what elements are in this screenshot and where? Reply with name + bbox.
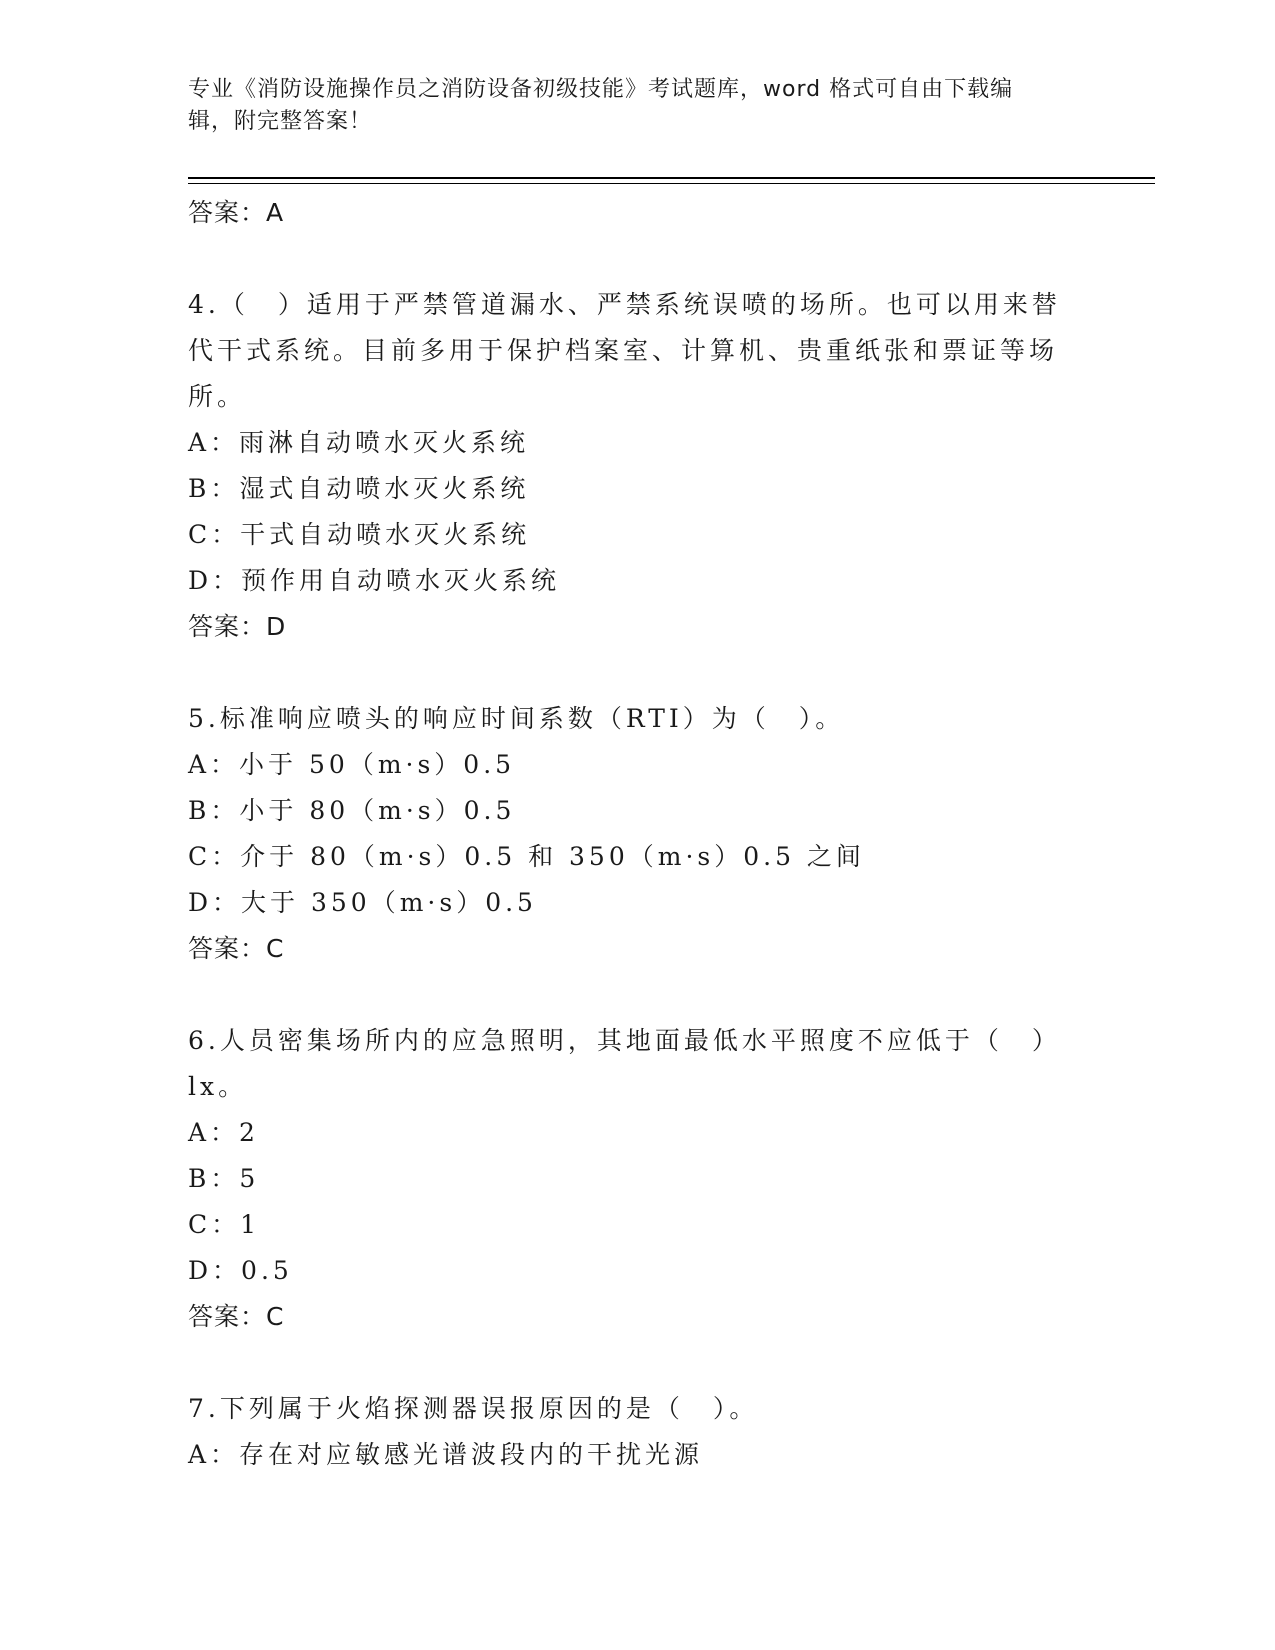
option-c: C：干式自动喷水灭火系统 — [188, 520, 531, 549]
option-c: C：1 — [188, 1210, 261, 1239]
header-divider — [188, 177, 1155, 179]
option-a: A：雨淋自动喷水灭火系统 — [188, 428, 530, 457]
option-b: B：小于 80（m·s）0.5 — [188, 796, 516, 825]
answer-q5: 答案：C — [188, 934, 285, 963]
answer-q6: 答案：C — [188, 1302, 285, 1331]
option-b: B：湿式自动喷水灭火系统 — [188, 474, 530, 503]
question-4 — [188, 282, 1068, 650]
spacer — [188, 236, 1068, 282]
spacer — [188, 1340, 1068, 1386]
option-d: D：大于 350（m·s）0.5 — [188, 888, 537, 917]
answer-q4: 答案：D — [188, 612, 287, 641]
option-a: A：2 — [188, 1118, 259, 1147]
header-line-2: 辑，附完整答案！ — [188, 109, 373, 134]
document-body — [188, 190, 1068, 1478]
header-line-1: 专业《消防设施操作员之消防设备初级技能》考试题库，word 格式可自由下载编 — [188, 77, 1014, 102]
question-text: 5.标准响应喷头的响应时间系数（RTI）为（ ）。 — [188, 704, 845, 733]
option-b: B：5 — [188, 1164, 260, 1193]
question-text: 6.人员密集场所内的应急照明，其地面最低水平照度不应低于（ ）lx。 — [188, 1026, 1061, 1101]
option-c: C：介于 80（m·s）0.5 和 350（m·s）0.5 之间 — [188, 842, 865, 871]
document-header — [188, 74, 1078, 138]
question-6 — [188, 1018, 1068, 1340]
spacer — [188, 972, 1068, 1018]
option-d: D：0.5 — [188, 1256, 293, 1285]
option-a: A：小于 50（m·s）0.5 — [188, 750, 516, 779]
answer-q3: 答案：A — [188, 198, 285, 227]
question-text: 4.（ ）适用于严禁管道漏水、严禁系统误喷的场所。也可以用来替代干式系统。目前多用于保护档案室、计算机、贵重纸张和票证等场所。 — [188, 290, 1061, 411]
option-d: D：预作用自动喷水灭火系统 — [188, 566, 561, 595]
question-7 — [188, 1386, 1068, 1478]
spacer — [188, 650, 1068, 696]
header-divider-thin — [188, 183, 1155, 184]
question-text: 7.下列属于火焰探测器误报原因的是（ ）。 — [188, 1394, 759, 1423]
question-5 — [188, 696, 1068, 972]
option-a: A：存在对应敏感光谱波段内的干扰光源 — [188, 1440, 704, 1469]
